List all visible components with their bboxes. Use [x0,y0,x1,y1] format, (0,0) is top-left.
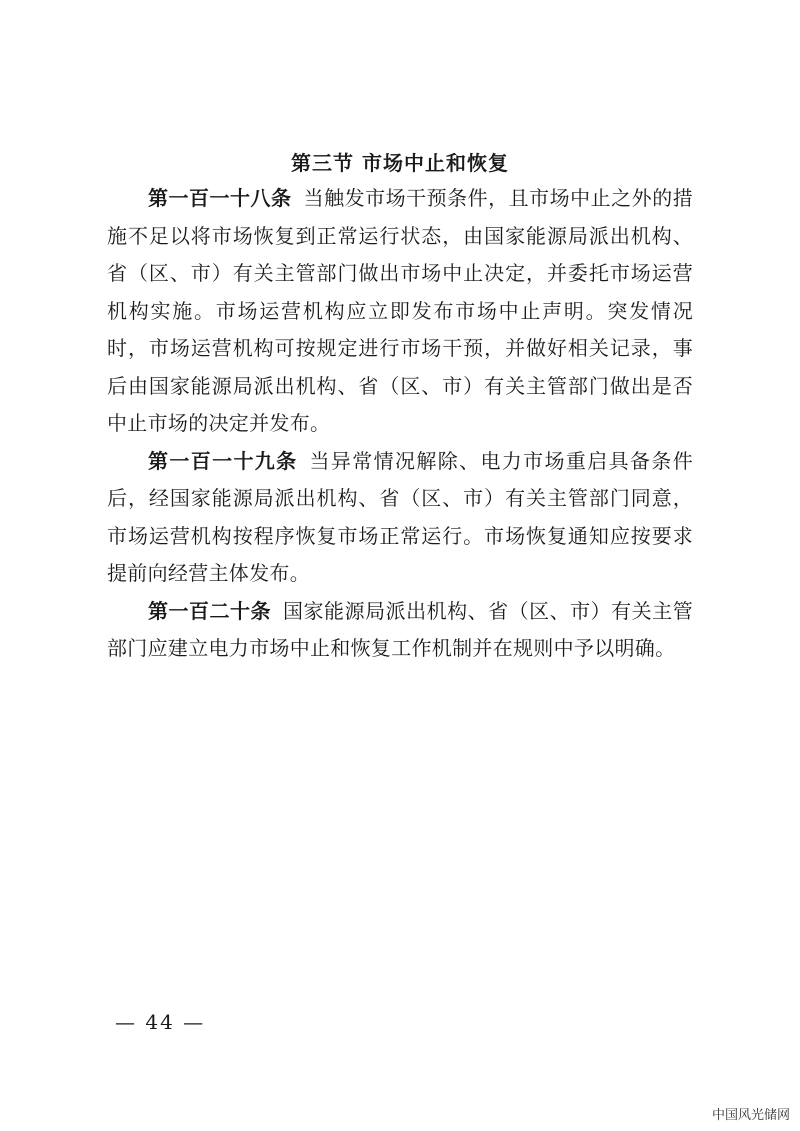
article-119 [107,443,693,593]
section-title: 第三节 市场中止和恢复 [291,151,509,175]
site-watermark: 中国风光储网 [711,1108,790,1123]
article-118 [107,180,693,443]
article-120 [107,593,693,668]
document-body [107,180,693,668]
article-heading: 第一百一十九条 [148,448,298,473]
article-heading: 第一百二十条 [148,598,272,623]
article-text: 当异常情况解除、电力市场重启具备条件后，经国家能源局派出机构、省（区、市）有关主管部门同意，市场运营机构按程序恢复市场正常运行。市场恢复通知应按要求提前向经营主体发布。 [107,448,693,585]
page-number: — 44 — [115,1010,206,1034]
article-text: 国家能源局派出机构、省（区、市）有关主管部门应建立电力市场中止和恢复工作机制并在规则中予以明确。 [107,598,693,660]
article-text: 当触发市场干预条件，且市场中止之外的措施不足以将市场恢复到正常运行状态，由国家能源局派出机构、省（区、市）有关主管部门做出市场中止决定，并委托市场运营机构实施。市场运营机构应立即发布市场中止声明。突发情况时，市场运营机构可按规定进行市场干预，并做好相关记录，事后由国家能源局派出机构、省（区、市）有关主管部门做出是否中止市场的决定并发布。 [107,186,693,435]
article-heading: 第一百一十八条 [148,186,292,210]
